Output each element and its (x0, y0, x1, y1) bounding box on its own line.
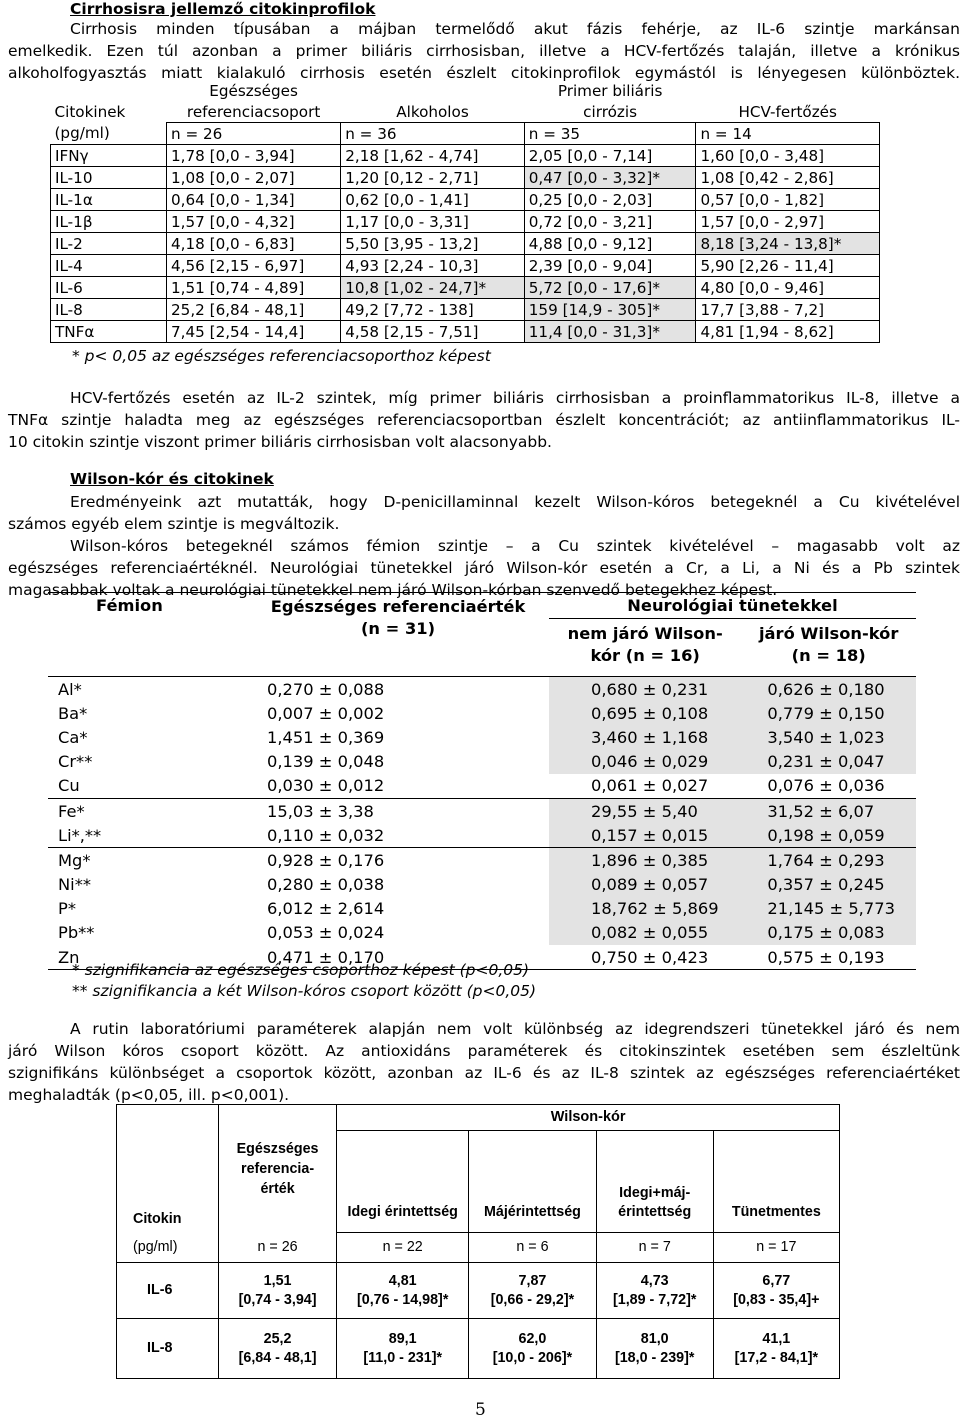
table-row: IL-1β 1,57 [0,0 - 4,32] 1,17 [0,0 - 3,31] 0,72 [0,0 - 3,21] 1,57 [0,0 - 2,97] (51, 211, 880, 233)
group-header: cirrózis (583, 102, 638, 121)
col-header-ref: Egészséges referenciaérték (n = 31) (270, 597, 526, 638)
group-header: Egészséges (209, 81, 298, 100)
n-cell: n = 17 (713, 1233, 839, 1263)
header-col: Májérintettség (469, 1131, 597, 1233)
corner-unit: (pg/ml) (54, 124, 110, 143)
n-cell: n = 22 (337, 1233, 469, 1263)
col-header-neuro: Neurológiai tünetekkel (627, 596, 838, 615)
table-row: TNFα 7,45 [2,54 - 14,4] 4,58 [2,15 - 7,51] 11,4 [0,0 - 31,3]* 4,81 [1,94 - 8,62] (51, 321, 880, 343)
paragraph-routine-lab: A rutin laboratóriumi paraméterek alapján nem volt különbség az idegrendszeri tünetekkel járó és nem járó Wilson kóros csoport között. Az antioxidáns paraméterek és citokinszintek esetében sem észleltünk szignifikáns különbséget a csoportok között, azonban az IL-6 és az IL-8 szintek az egészséges referenciaértéket meghaladták (p<0,05, ill. p<0,001). (8, 1020, 960, 1104)
group-header: referenciacsoport (186, 102, 321, 121)
paragraph-hcv: HCV-fertőzés esetén az IL-2 szintek, míg primer biliáris cirrhosisban a proinflammatorikus IL-8, illetve a TNFα szintje haladta meg az egészséges referenciacsoportban észlelt koncentrációt; az antiinflammatorikus IL- 10 citokin szintje viszont primer biliáris cirrhosisban volt alacsonyabb. (8, 389, 960, 451)
cytokine-table (50, 80, 880, 343)
table-row: Cr** 0,139 ± 0,048 0,046 ± 0,029 0,231 ± 0,047 (48, 750, 916, 774)
table-row: Mg* 0,928 ± 0,176 1,896 ± 0,385 1,764 ± 0,293 (48, 848, 916, 873)
table-row: Pb** 0,053 ± 0,024 0,082 ± 0,055 0,175 ± 0,083 (48, 921, 916, 945)
page-number: 5 (475, 1400, 486, 1420)
n-cell: n = 26 (167, 123, 341, 145)
corner-label: Citokinek (54, 102, 126, 121)
n-cell: n = 6 (469, 1233, 597, 1263)
header-cytokine: Citokin (117, 1105, 219, 1233)
table-row: Ba* 0,007 ± 0,002 0,695 ± 0,108 0,779 ± 0,150 (48, 701, 916, 725)
table-row: IL-4 4,56 [2,15 - 6,97] 4,93 [2,24 - 10,3] 2,39 [0,0 - 9,04] 5,90 [2,26 - 11,4] (51, 255, 880, 277)
metal-ion-table (48, 594, 916, 970)
table-row: Cu 0,030 ± 0,012 0,061 ± 0,027 0,076 ± 0,036 (58, 776, 885, 796)
footnote-2: ** szignifikancia a két Wilson-kóros csoport között (p<0,05) (72, 982, 537, 1000)
n-cell: n = 36 (341, 123, 525, 145)
group-header: Alkoholos (396, 102, 469, 121)
section-title-wilson: Wilson-kór és citokinek (70, 470, 274, 488)
footnote-1: * szignifikancia az egészséges csoporthoz képest (p<0,05) (72, 961, 530, 979)
group-header (696, 80, 880, 101)
table-row: IFNγ 1,78 [0,0 - 3,94] 2,18 [1,62 - 4,74] 2,05 [0,0 - 7,14] 1,60 [0,0 - 3,48] (51, 145, 880, 167)
table-row: IL-6 1,51 [0,74 - 3,94] 4,81 [0,76 - 14,98]* 7,87 [0,66 - 29,2]* 4,73 [1,89 - 7,72]* 6,77 [0,83 - 35,4]+ (117, 1263, 840, 1319)
n-cell: n = 14 (696, 123, 880, 145)
table-row: Zn 0,471 ± 0,170 0,750 ± 0,423 0,575 ± 0,193 (48, 945, 916, 970)
table-row: IL-8 25,2 [6,84 - 48,1] 89,1 [11,0 - 231]* 62,0 [10,0 - 206]* 81,0 [18,0 - 239]* 41,1 [17,2 - 84,1]* (117, 1319, 840, 1379)
table2-top-rule (48, 592, 916, 593)
n-cell: n = 7 (596, 1233, 713, 1263)
n-cell: n = 35 (524, 123, 696, 145)
wilson-cytokine-table (116, 1104, 840, 1379)
unit-label: (pg/ml) (117, 1233, 219, 1263)
table-row: IL-1α 0,64 [0,0 - 1,34] 0,62 [0,0 - 1,41] 0,25 [0,0 - 2,03] 0,57 [0,0 - 1,82] (51, 189, 880, 211)
table-row: Al* 0,270 ± 0,088 0,680 ± 0,231 0,626 ± 0,180 (48, 677, 916, 702)
col-header-with: járó Wilson-kór (n = 18) (741, 618, 916, 668)
paragraph-cirrhosis: Cirrhosis minden típusában a májban termelődő akut fázis fehérje, az IL-6 szintje markánsan emelkedik. Ezen túl azonban a primer biliáris cirrhosisban, illetve a HCV-fertőzés talaján, illetve a krónikus alkoholfogyasztás miatt kialakuló cirrhosis esetén észlelt citokinprofilok egymástól is lényegesen különböztek. (8, 20, 960, 82)
col-header-without: nem járó Wilson- kór (n = 16) (549, 618, 741, 668)
group-header: HCV-fertőzés (738, 102, 837, 121)
paragraph-wilson-1: Eredményeink azt mutatták, hogy D-penicillaminnal kezelt Wilson-kóros betegeknél a Cu kivételével számos egyéb elem szintje is megváltozik. Wilson-kóros betegeknél számos fémion szintje – a Cu szintek kivételével – magasabb volt az egészséges referenciaértéknél. Neurológiai tünetekkel járó Wilson-kór esetén a Cr, a Li, a Ni és a Pb szintek magasabbak voltak a neurológiai tünetekkel nem járó Wilson-kórban szenvedő betegekhez képest. (8, 493, 960, 599)
table-row: Ca* 1,451 ± 0,369 3,460 ± 1,168 3,540 ± 1,023 (48, 725, 916, 749)
table-row: Li*,** 0,110 ± 0,032 0,157 ± 0,015 0,198 ± 0,059 (48, 823, 916, 848)
n-cell: n = 26 (218, 1233, 336, 1263)
group-header: Primer biliáris (557, 81, 663, 100)
header-col: Idegi+máj- érintettség (596, 1131, 713, 1233)
table-row: IL-10 1,08 [0,0 - 2,07] 1,20 [0,12 - 2,71] 0,47 [0,0 - 3,32]* 1,08 [0,42 - 2,86] (51, 167, 880, 189)
header-col: Idegi érintettség (337, 1131, 469, 1233)
section-title-cirrhosis: Cirrhosisra jellemző citokinprofilok (70, 0, 376, 18)
header-wilson: Wilson-kór (337, 1105, 840, 1131)
col-header-metal: Fémion (96, 596, 163, 615)
table-row: P* 6,012 ± 2,614 18,762 ± 5,869 21,145 ± 5,773 (48, 897, 916, 921)
header-ref: Egészséges referencia- érték (218, 1105, 336, 1233)
table-row: IL-2 4,18 [0,0 - 6,83] 5,50 [3,95 - 13,2] 4,88 [0,0 - 9,12] 8,18 [3,24 - 13,8]* (51, 233, 880, 255)
table-row: IL-8 25,2 [6,84 - 48,1] 49,2 [7,72 - 138] 159 [14,9 - 305]* 17,7 [3,88 - 7,2] (51, 299, 880, 321)
table-row: Ni** 0,280 ± 0,038 0,089 ± 0,057 0,357 ± 0,245 (48, 873, 916, 897)
table2-footnotes (72, 960, 536, 1002)
header-col: Tünetmentes (713, 1131, 839, 1233)
table1-footnote: * p< 0,05 az egészséges referenciacsoporthoz képest (72, 347, 491, 365)
group-header (341, 80, 525, 101)
table-row: IL-6 1,51 [0,74 - 4,89] 10,8 [1,02 - 24,7]* 5,72 [0,0 - 17,6]* 4,80 [0,0 - 9,46] (51, 277, 880, 299)
table-row: Fe* 15,03 ± 3,38 29,55 ± 5,40 31,52 ± 6,07 (48, 798, 916, 823)
